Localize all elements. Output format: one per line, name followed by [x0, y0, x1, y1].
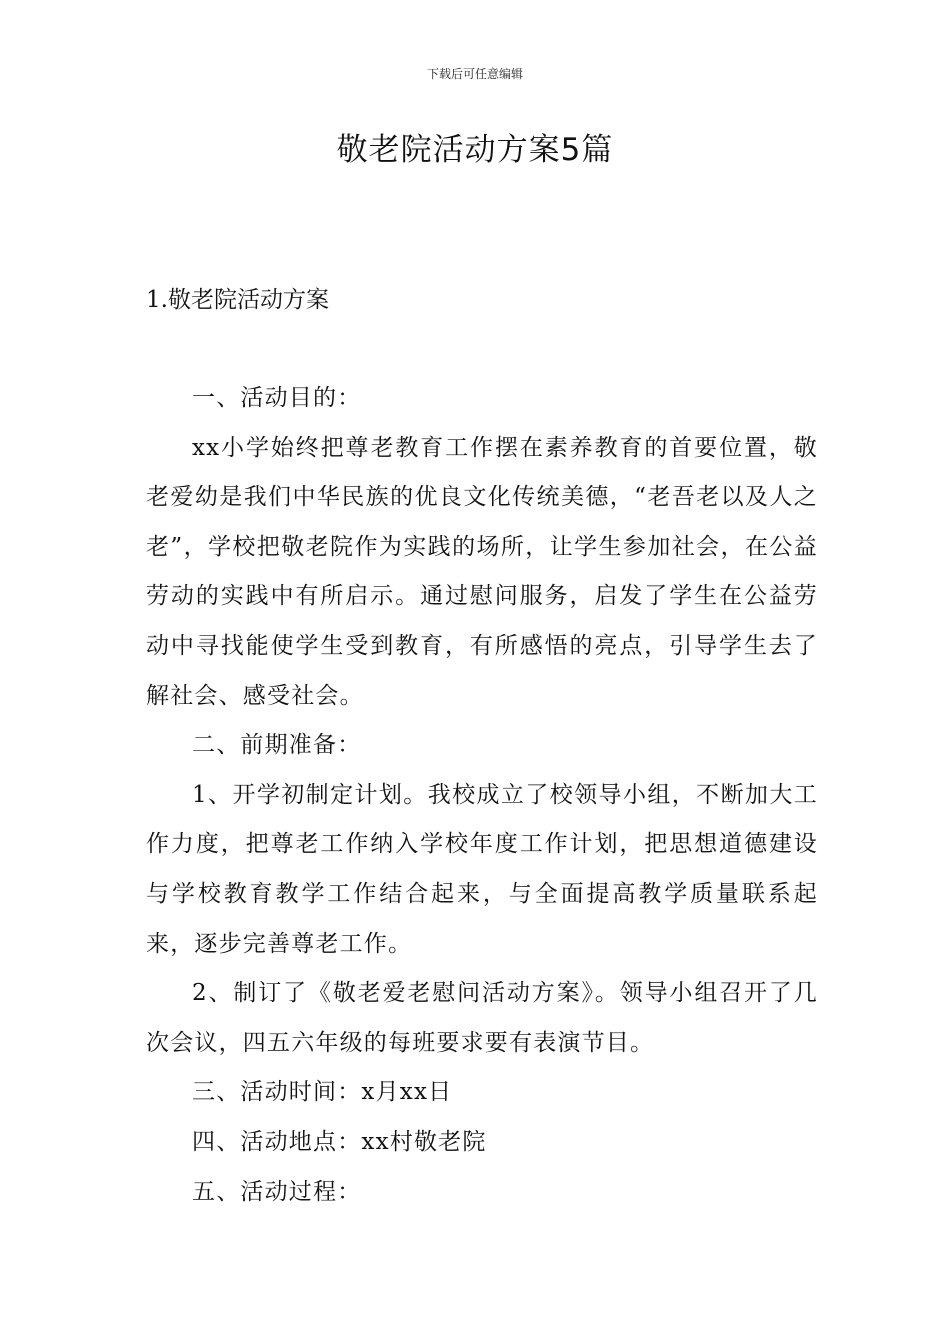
document-title: 敬老院活动方案5篇 — [336, 132, 614, 168]
paragraph-preparation-1: 1、开学初制定计划。我校成立了校领导小组，不断加大工作力度，把尊老工作纳入学校年度工作计划，把思想道德建设与学校教育教学工作结合起来，与全面提高教学质量联系起来，逐步完善尊老工作。 — [146, 781, 818, 957]
header-note: 下载后可任意编辑 — [426, 67, 523, 81]
paragraph-purpose: xx小学始终把尊老教育工作摆在素养教育的首要位置，敬老爱幼是我们中华民族的优良文化传统美德，“老吾老以及人之老”，学校把敬老院作为实践的场所，让学生参加社会，在公益劳动的实践中有所启示。通过慰问服务，启发了学生在公益劳动中寻找能使学生受到教育，有所感悟的亮点，引导学生去了解社会、感受社会。 — [146, 434, 818, 709]
paragraph-preparation-2: 2、制订了《敬老爱老慰问活动方案》。领导小组召开了几次会议，四五六年级的每班要求要有表演节目。 — [146, 980, 818, 1056]
heading-activity-process: 五、活动过程： — [192, 1178, 362, 1205]
line-activity-location: 四、活动地点：xx村敬老院 — [192, 1128, 487, 1155]
section-heading: 1.敬老院活动方案 — [146, 287, 329, 313]
heading-preparation: 二、前期准备： — [192, 732, 362, 759]
document-body — [146, 374, 818, 1217]
line-activity-time: 三、活动时间：x月xx日 — [192, 1079, 453, 1106]
heading-purpose: 一、活动目的： — [192, 385, 362, 411]
